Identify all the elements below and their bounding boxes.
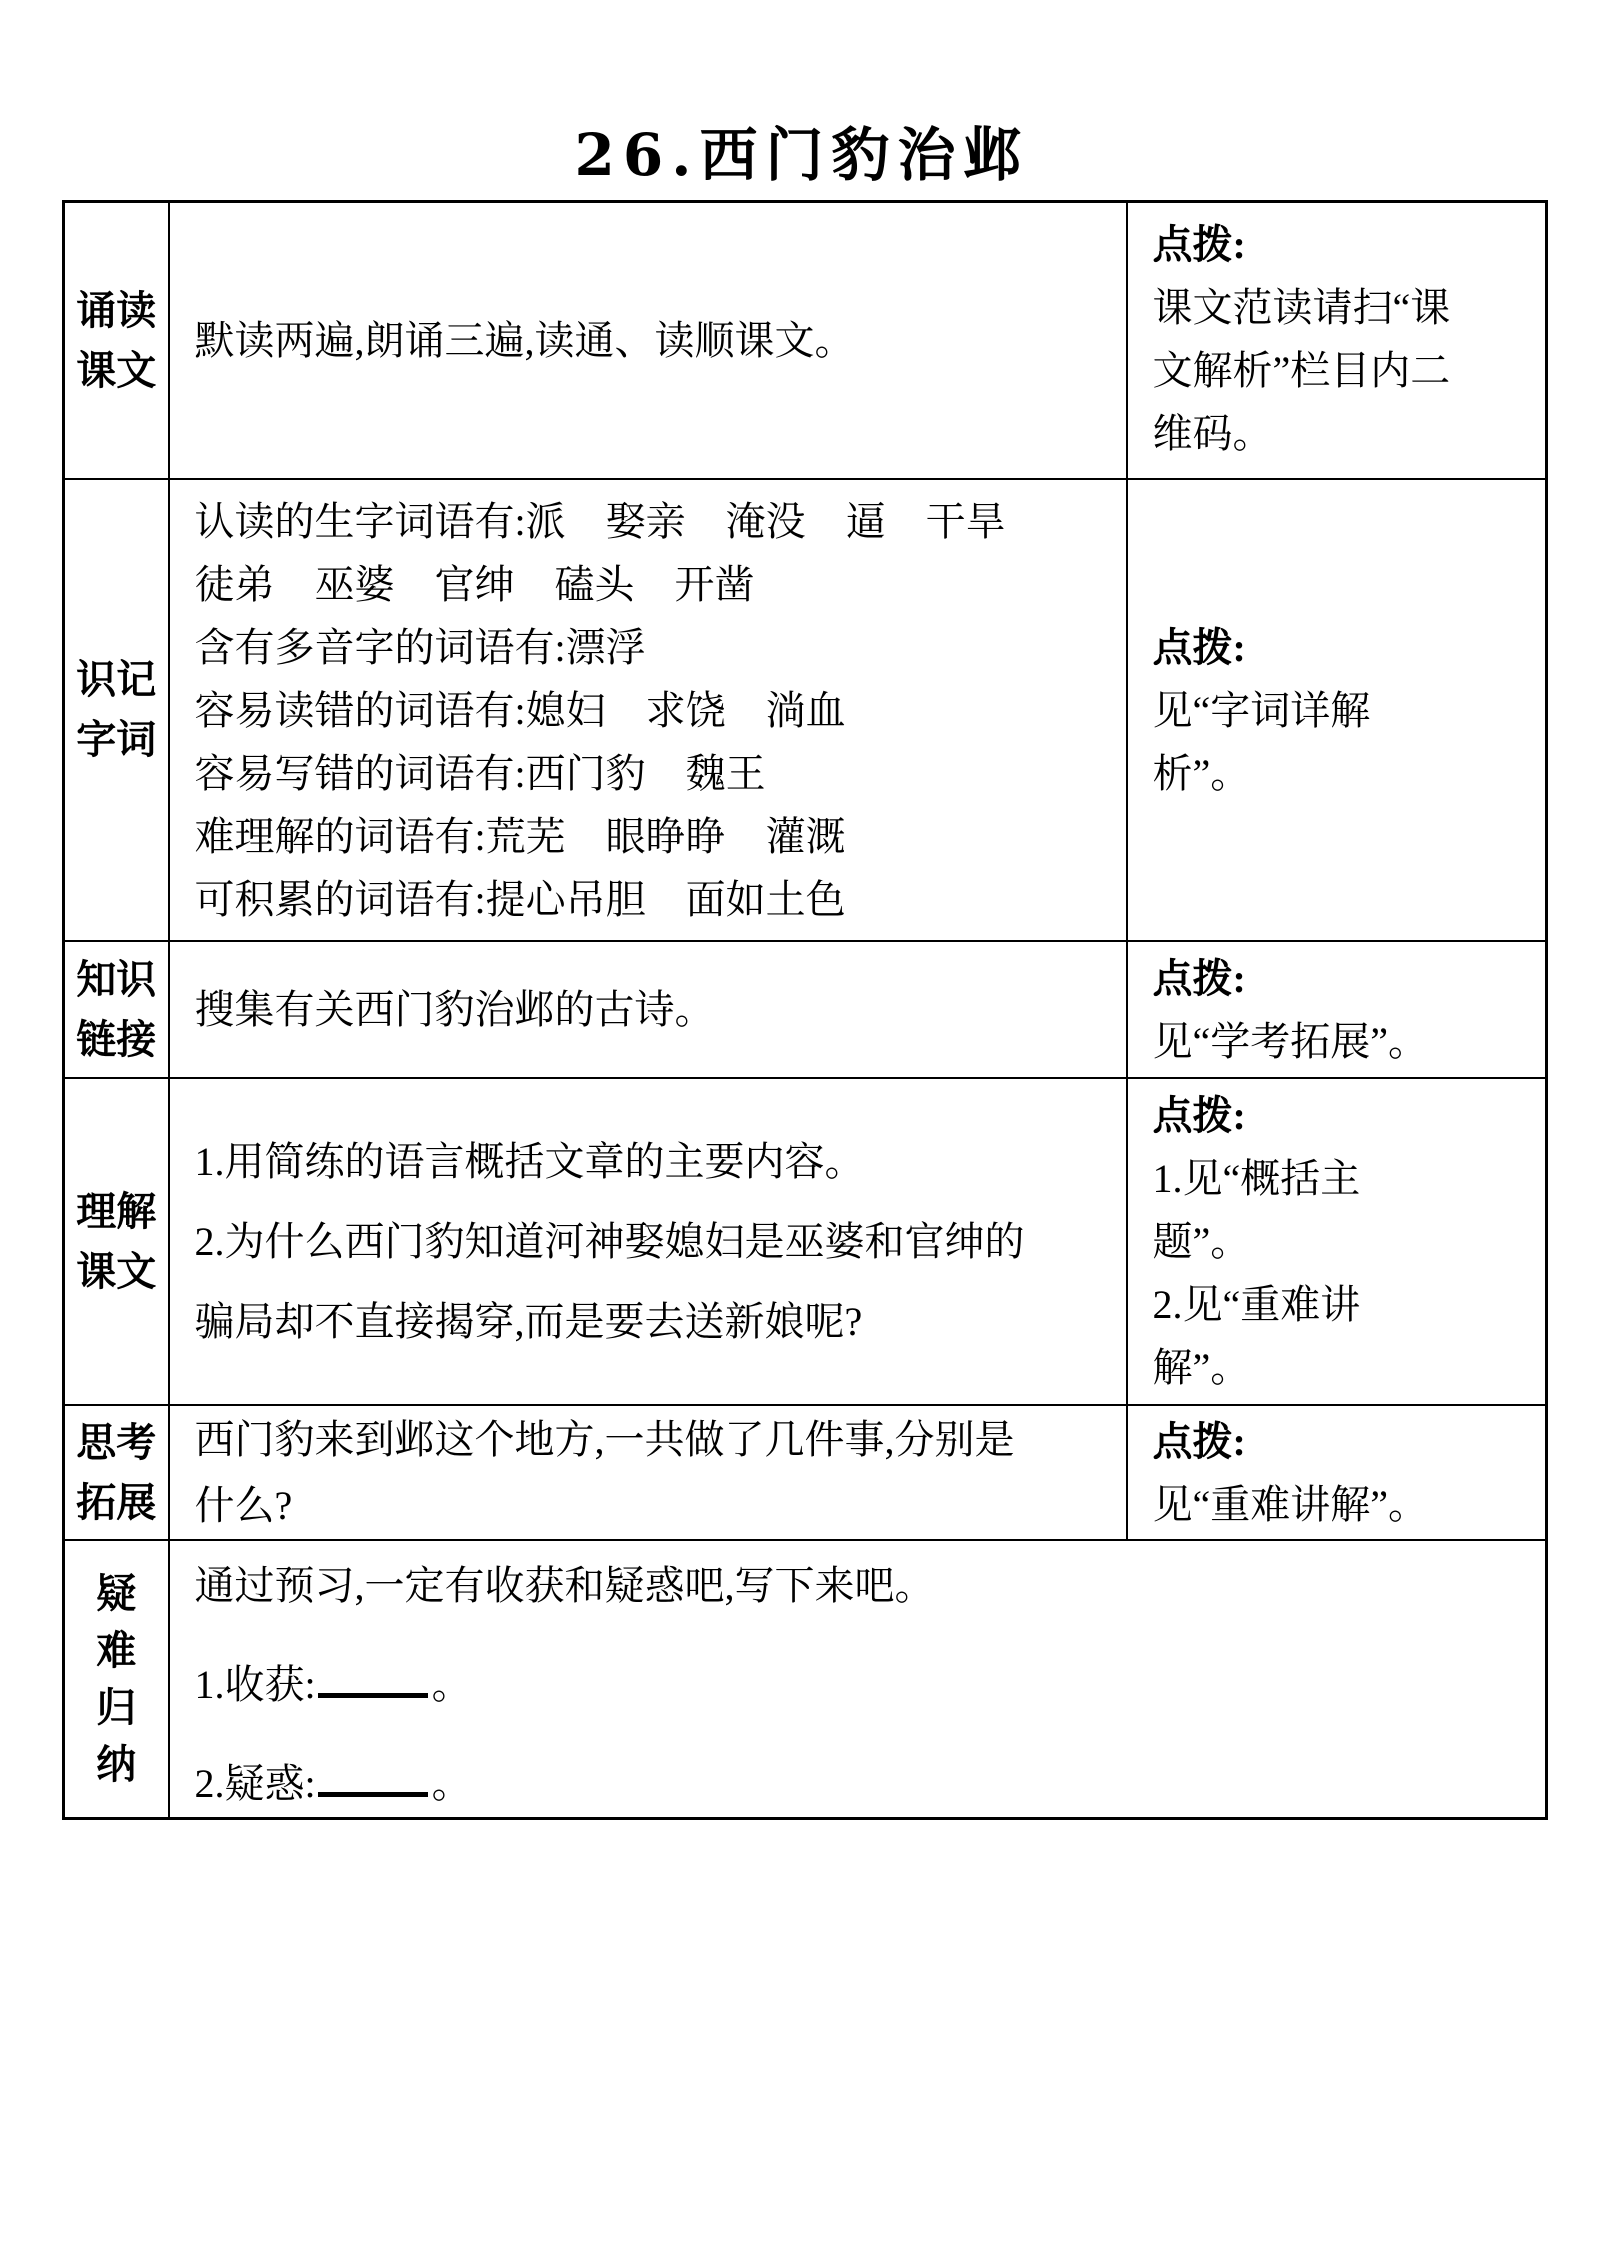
content-line: 可积累的词语有:提心吊胆 面如土色 — [194, 876, 846, 922]
tip-heading: 点拨: — [1152, 222, 1246, 267]
label-knowledge-link — [64, 941, 169, 1078]
content-line: 骗局却不直接揭穿,而是要去送新娘呢? — [194, 1298, 863, 1344]
tip-line: 解”。 — [1152, 1345, 1251, 1390]
label-line: 疑 — [96, 1571, 137, 1616]
tip-read-aloud — [1127, 202, 1547, 480]
tip-line: 见“重难讲解”。 — [1152, 1481, 1429, 1527]
period: 。 — [431, 1662, 472, 1707]
table-row — [64, 1405, 1547, 1540]
content-line: 容易写错的词语有:西门豹 魏王 — [194, 750, 766, 796]
tip-line: 2.见“重难讲 — [1152, 1282, 1361, 1327]
label-comprehension — [64, 1078, 169, 1405]
content-line: 认读的生字词语有:派 娶亲 淹没 逼 干旱 — [194, 498, 1006, 544]
label-line: 诵读 — [76, 287, 157, 333]
study-table — [62, 200, 1548, 1820]
gain-label: 1.收获: — [194, 1662, 316, 1707]
label-line: 课文 — [76, 347, 157, 393]
period: 。 — [431, 1761, 472, 1806]
content-line: 含有多音字的词语有:漂浮 — [194, 624, 646, 670]
content-thinking-extension — [169, 1405, 1127, 1540]
tip-line: 析”。 — [1152, 750, 1251, 796]
tip-line: 题”。 — [1152, 1219, 1251, 1264]
label-line: 拓展 — [76, 1479, 157, 1525]
tip-heading: 点拨: — [1152, 1418, 1246, 1464]
tip-line: 1.见“概括主 — [1152, 1156, 1361, 1201]
gain-line — [195, 1653, 1516, 1716]
label-read-aloud — [64, 202, 169, 480]
content-line: 1.用简练的语言概括文章的主要内容。 — [194, 1138, 865, 1184]
content-line: 搜集有关西门豹治邺的古诗。 — [194, 987, 715, 1032]
label-questions-summary — [64, 1540, 169, 1819]
tip-line: 文解析”栏目内二 — [1152, 348, 1451, 393]
table-row — [64, 941, 1547, 1078]
tip-line: 课文范读请扫“课 — [1152, 285, 1451, 330]
content-line: 徒弟 巫婆 官绅 磕头 开凿 — [194, 561, 755, 607]
tip-line: 见“学考拓展”。 — [1152, 1018, 1429, 1064]
content-line: 通过预习,一定有收获和疑惑吧,写下来吧。 — [194, 1563, 935, 1608]
content-read-aloud — [169, 202, 1127, 480]
page-title: 26.西门豹治邺 — [574, 121, 1030, 189]
tip-comprehension — [1127, 1078, 1547, 1405]
label-line: 字词 — [76, 717, 157, 762]
label-line: 课文 — [76, 1248, 157, 1294]
content-comprehension — [169, 1078, 1127, 1405]
answer-blank-line — [318, 1653, 428, 1698]
content-line: 容易读错的词语有:媳妇 求饶 淌血 — [194, 687, 846, 733]
content-line: 难理解的词语有:荒芜 眼睁睁 灌溉 — [194, 813, 846, 859]
label-line: 知识 — [76, 956, 157, 1002]
table-row — [64, 479, 1547, 941]
table-row — [64, 1078, 1547, 1405]
table-row — [64, 202, 1547, 480]
label-thinking-extension — [64, 1405, 169, 1540]
doubt-label: 2.疑惑: — [194, 1761, 316, 1806]
label-line: 识记 — [76, 657, 157, 702]
tip-knowledge-link — [1127, 941, 1547, 1078]
content-vocabulary — [169, 479, 1127, 941]
label-line: 链接 — [76, 1016, 157, 1062]
label-line: 归 — [96, 1685, 137, 1730]
label-line: 理解 — [76, 1188, 157, 1234]
tip-vocabulary — [1127, 479, 1547, 941]
tip-heading: 点拨: — [1152, 955, 1246, 1001]
answer-blank-line — [318, 1752, 428, 1797]
tip-heading: 点拨: — [1152, 624, 1246, 670]
content-line: 什么? — [194, 1482, 293, 1528]
label-line: 纳 — [96, 1742, 137, 1787]
label-vocabulary — [64, 479, 169, 941]
content-line: 2.为什么西门豹知道河神娶媳妇是巫婆和官绅的 — [194, 1218, 1025, 1264]
label-line: 难 — [96, 1628, 137, 1673]
tip-thinking-extension — [1127, 1405, 1547, 1540]
content-questions-summary — [169, 1540, 1547, 1819]
content-line: 西门豹来到邺这个地方,一共做了几件事,分别是 — [194, 1416, 1015, 1462]
tip-line: 见“字词详解 — [1152, 687, 1371, 733]
label-line: 思考 — [76, 1419, 157, 1465]
tip-line: 维码。 — [1152, 411, 1273, 456]
tip-heading: 点拨: — [1152, 1093, 1246, 1138]
doubt-line — [195, 1752, 1516, 1815]
table-row — [64, 1540, 1547, 1819]
content-knowledge-link — [169, 941, 1127, 1078]
content-line: 默读两遍,朗诵三遍,读通、读顺课文。 — [194, 318, 855, 363]
